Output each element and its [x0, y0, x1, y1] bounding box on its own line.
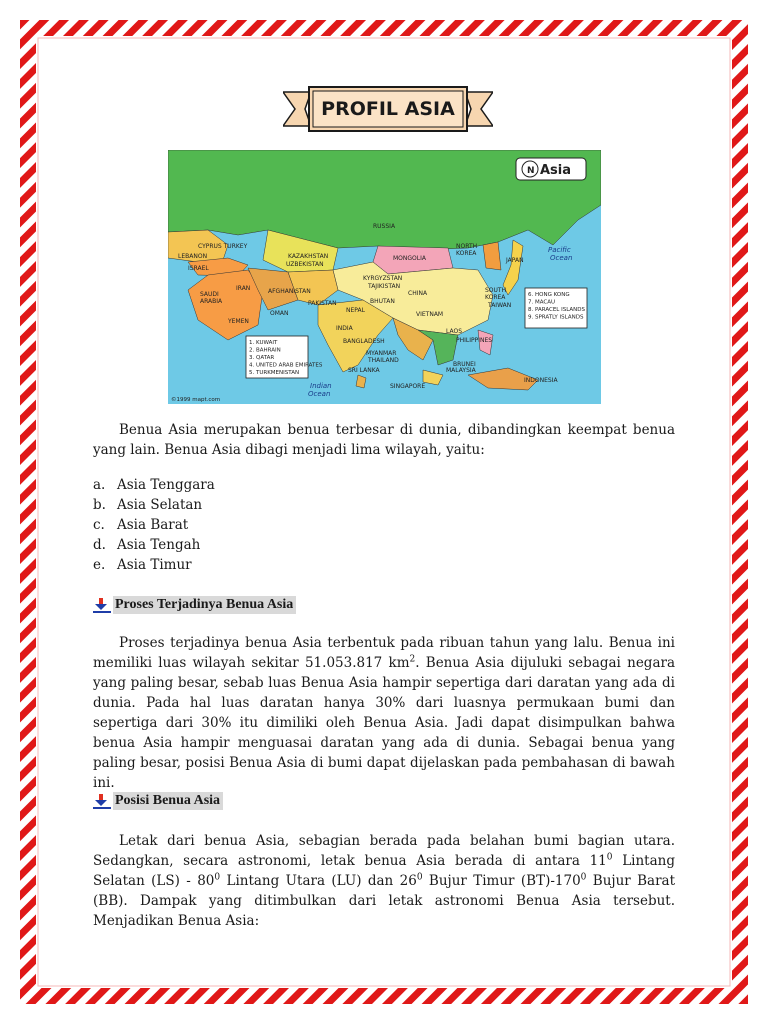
svg-text:NORTH: NORTH	[456, 243, 478, 250]
text-part: Letak dari benua Asia, sebagian berada pada belahan bumi bagian utara. Sedangkan, secara astronomi, letak benua Asia berada di antara 11	[93, 833, 675, 869]
text-part: . Benua Asia dijuluki sebagai negara yang paling besar, sebab luas Benua Asia hampir sepertiga dari daratan yang ada di dunia. Pada hal luas daratan hanya 30% dari luasnya permukaan bumi dan sepertiga dari 30% itu dimiliki oleh Benua Asia. Jadi dapat disimpulkan bahwa benua Asia hampir menguasai daratan yang ada di dunia. Sebagai benua yang paling besar, posisi Benua Asia di bumi dapat dijelaskan pada pembahasan di bawah ini.	[93, 655, 675, 791]
list-marker: d.	[93, 537, 106, 553]
list-item-label: Asia Tengah	[117, 537, 201, 553]
legend-entry: 1. KUWAIT	[249, 340, 278, 346]
svg-text:TAIWAN: TAIWAN	[488, 302, 512, 309]
list-item-label: Asia Barat	[117, 517, 189, 533]
heading-text: Posisi Benua Asia	[113, 792, 223, 810]
svg-text:JAPAN: JAPAN	[506, 257, 524, 264]
legend-entry: 3. QATAR	[249, 355, 275, 361]
svg-text:SAUDI: SAUDI	[200, 291, 219, 298]
svg-text:KOREA: KOREA	[485, 294, 506, 301]
text-part: Bujur Barat (BB). Dampak yang ditimbulkan dari letak astronomi Benua Asia tersebut. Menjadikan Benua Asia:	[93, 873, 675, 929]
svg-text:Indian: Indian	[310, 382, 332, 390]
text-part: Bujur Timur (BT)-170	[422, 873, 581, 889]
legend-entry: 8. PARACEL ISLANDS	[528, 307, 586, 313]
svg-text:Asia: Asia	[540, 163, 572, 178]
list-item	[93, 555, 215, 575]
svg-text:N: N	[527, 166, 535, 176]
list-marker: e.	[93, 557, 106, 573]
svg-text:PAKISTAN: PAKISTAN	[308, 300, 337, 307]
section-heading-posisi	[93, 791, 223, 811]
svg-text:INDONESIA: INDONESIA	[524, 377, 558, 384]
list-item-label: Asia Timur	[117, 557, 192, 573]
legend-entry: 7. MACAU	[528, 299, 556, 306]
svg-text:Ocean: Ocean	[550, 254, 573, 262]
list-item	[93, 535, 215, 555]
text-part: Lintang Selatan (LS) - 80	[93, 853, 675, 889]
intro-text: Benua Asia merupakan benua terbesar di dunia, dibandingkan keempat benua yang lain. Benua Asia dibagi menjadi lima wilayah, yaitu:	[93, 422, 675, 458]
down-arrow-icon	[93, 597, 111, 613]
section-heading-proses	[93, 595, 296, 615]
svg-text:KAZAKHSTAN: KAZAKHSTAN	[288, 253, 329, 260]
list-item	[93, 495, 215, 515]
asia-map	[168, 150, 601, 404]
list-marker: a.	[93, 477, 106, 493]
svg-text:MALAYSIA: MALAYSIA	[446, 367, 476, 374]
svg-text:TAJIKISTAN: TAJIKISTAN	[368, 283, 401, 290]
superscript: 0	[606, 852, 613, 863]
page-title: PROFIL ASIA	[321, 98, 455, 120]
svg-text:KOREA: KOREA	[456, 250, 477, 257]
svg-text:VIETNAM: VIETNAM	[416, 311, 444, 318]
svg-text:MONGOLIA: MONGOLIA	[393, 255, 426, 262]
svg-text:Ocean: Ocean	[308, 390, 331, 398]
section2-paragraph	[93, 831, 675, 931]
section1-paragraph	[93, 633, 675, 793]
superscript: 0	[416, 872, 423, 883]
superscript: 0	[580, 872, 587, 883]
legend-entry: 9. SPRATLY ISLANDS	[528, 314, 584, 321]
list-marker: c.	[93, 517, 105, 533]
svg-text:SOUTH: SOUTH	[485, 287, 507, 294]
map-legend-right	[525, 288, 587, 328]
svg-text:UZBEKISTAN: UZBEKISTAN	[286, 261, 324, 268]
svg-text:Pacific: Pacific	[548, 246, 571, 254]
svg-text:INDIA: INDIA	[336, 325, 353, 332]
legend-entry: 6. HONG KONG	[528, 292, 570, 298]
svg-text:AFGHANISTAN: AFGHANISTAN	[268, 288, 311, 295]
svg-text:BRUNEI: BRUNEI	[453, 361, 476, 368]
svg-text:SRI LANKA: SRI LANKA	[348, 367, 380, 374]
svg-text:ISRAEL: ISRAEL	[188, 265, 209, 272]
text-part: Proses terjadinya benua Asia terbentuk pada ribuan tahun yang lalu. Benua ini memiliki luas wilayah sekitar 51.053.817 km	[93, 635, 675, 671]
svg-text:LAOS: LAOS	[446, 328, 463, 335]
svg-text:IRAN: IRAN	[236, 285, 251, 292]
svg-text:PHILIPPINES: PHILIPPINES	[456, 337, 493, 344]
map-title-box	[516, 158, 586, 180]
svg-text:LEBANON: LEBANON	[178, 253, 208, 260]
svg-text:SINGAPORE: SINGAPORE	[390, 383, 426, 390]
svg-text:OMAN: OMAN	[270, 310, 289, 317]
text-part: Lintang Utara (LU) dan 26	[220, 873, 417, 889]
title-banner	[283, 84, 493, 134]
svg-text:KYRGYZSTAN: KYRGYZSTAN	[363, 275, 403, 282]
svg-text:CYPRUS TURKEY: CYPRUS TURKEY	[198, 243, 248, 250]
superscript: 2	[409, 654, 416, 665]
svg-text:THAILAND: THAILAND	[368, 357, 399, 364]
intro-paragraph	[93, 420, 675, 460]
list-item-label: Asia Selatan	[117, 497, 203, 513]
legend-entry: 2. BAHRAIN	[249, 347, 281, 354]
svg-text:ARABIA: ARABIA	[200, 298, 223, 305]
legend-entry: 4. UNITED ARAB EMIRATES	[249, 362, 323, 369]
svg-text:MYANMAR: MYANMAR	[366, 350, 397, 357]
svg-text:RUSSIA: RUSSIA	[373, 223, 396, 230]
svg-text:©1999 mapt.com: ©1999 mapt.com	[171, 397, 221, 403]
legend-entry: 5. TURKMENISTAN	[249, 370, 300, 376]
list-marker: b.	[93, 497, 106, 513]
list-item-label: Asia Tenggara	[117, 477, 215, 493]
svg-text:BHUTAN: BHUTAN	[370, 298, 395, 305]
svg-text:BANGLADESH: BANGLADESH	[343, 338, 385, 345]
heading-text: Proses Terjadinya Benua Asia	[113, 596, 296, 614]
down-arrow-icon	[93, 793, 111, 809]
svg-text:YEMEN: YEMEN	[228, 318, 249, 325]
superscript: 0	[214, 872, 221, 883]
svg-text:NEPAL: NEPAL	[346, 307, 365, 314]
list-item	[93, 515, 215, 535]
svg-text:CHINA: CHINA	[408, 290, 428, 297]
list-item	[93, 475, 215, 495]
region-list	[93, 475, 215, 575]
